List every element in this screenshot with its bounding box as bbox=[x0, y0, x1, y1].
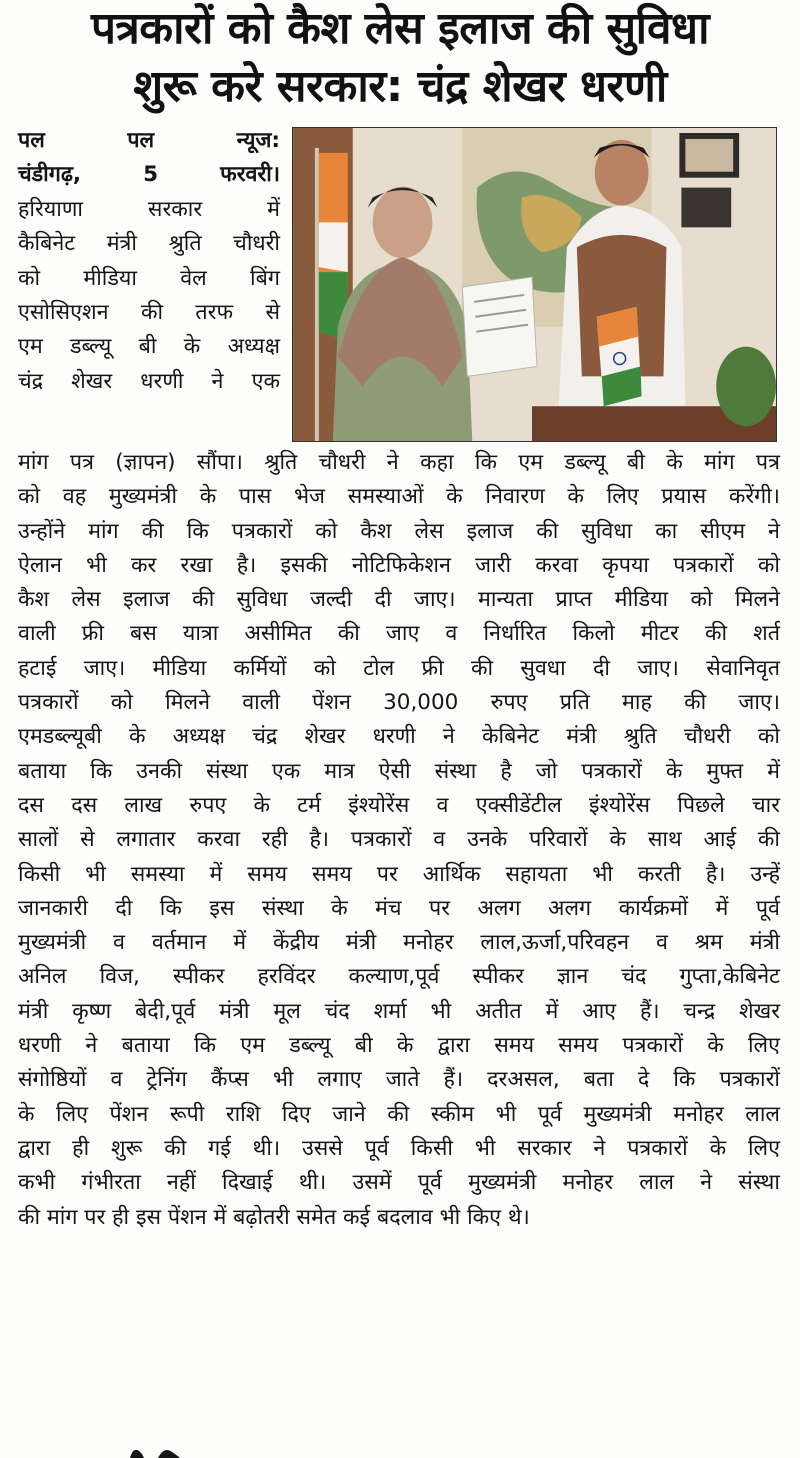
body-line: सालों से लगातार करवा रही है। पत्रकारों व उनके परिवारों के साथ आई की bbox=[18, 827, 780, 853]
intro-line: एसोसिएशन की तरफ से bbox=[18, 300, 280, 326]
byline-dateline: चंडीगढ़, 5 फरवरी। bbox=[18, 162, 280, 188]
body-line: मांग पत्र (ज्ञापन) सौंपा। श्रुति चौधरी ने कहा कि एम डब्ल्यू बी के मांग पत्र bbox=[18, 450, 780, 475]
body-line: मंत्री कृष्ण बेदी,पूर्व मंत्री मूल चंद शर्मा भी अतीत में आए हैं। चन्द्र शेखर bbox=[18, 998, 780, 1024]
headline-line-2: शुरू करे सरकार: चंद्र शेखर धरणी bbox=[133, 61, 667, 112]
body-line: संगोष्ठियों व ट्रेनिंग कैंप्स भी लगाए जाते हैं। दरअसल, बता दे कि पत्रकारों bbox=[18, 1067, 780, 1093]
body-line: हटाई जाए। मीडिया कर्मियों को टोल फ्री की सुवधा दी जाए। सेवानिवृत bbox=[18, 655, 780, 681]
body-line: बताया कि उनकी संस्था एक मात्र ऐसी संस्था है जो पत्रकारों के मुफ्त में bbox=[18, 758, 780, 784]
body-line: एमडब्ल्यूबी के अध्यक्ष चंद्र शेखर धरणी ने केबिनेट मंत्री श्रुति चौधरी को bbox=[18, 724, 780, 750]
body-line: पत्रकारों को मिलने वाली पेंशन 30,000 रुपए प्रति माह की जाए। bbox=[18, 690, 780, 716]
body-line: अनिल विज, स्पीकर हरविंदर कल्याण,पूर्व स्पीकर ज्ञान चंद गुप्ता,केबिनेट bbox=[18, 964, 780, 990]
body-line: जानकारी दी कि इस संस्था के मंच पर अलग अलग कार्यक्रमों में पूर्व bbox=[18, 895, 780, 921]
body-line: की मांग पर ही इस पेंशन में बढ़ोतरी समेत कई बदलाव भी किए थे। bbox=[18, 1204, 530, 1230]
body-line: कैश लेस इलाज की सुविधा जल्दी दी जाए। मान्यता प्राप्त मीडिया को मिलने bbox=[18, 587, 780, 613]
photo-meeting-icon bbox=[293, 128, 776, 441]
headline bbox=[0, 0, 800, 116]
byline-source: पल पल न्यूज: bbox=[18, 128, 280, 153]
intro-line: को मीडिया वेल बिंग bbox=[18, 265, 280, 291]
body-line: उन्होंने मांग की कि पत्रकारों को कैश लेस इलाज की सुविधा का सीएम ने bbox=[18, 518, 780, 544]
body-line: दस दस लाख रुपए के टर्म इंश्योरेंस व एक्सीडेंटील इंश्योरेंस पिछले चार bbox=[18, 792, 780, 818]
body-line: ऐलान भी कर रखा है। इसकी नोटिफिकेशन जारी करवा कृपया पत्रकारों को bbox=[18, 552, 780, 578]
body-line: किसी भी समस्या में समय समय पर आर्थिक सहायता भी करती है। उन्हें bbox=[18, 861, 780, 887]
article-body bbox=[18, 446, 780, 1235]
intro-line: कैबिनेट मंत्री श्रुति चौधरी bbox=[18, 231, 280, 257]
body-line: के लिए पेंशन रूपी राशि दिए जाने की स्कीम भी पूर्व मुख्यमंत्री मनोहर लाल bbox=[18, 1101, 780, 1127]
body-line: द्वारा ही शुरू की गई थी। उससे पूर्व किसी भी सरकार ने पत्रकारों के लिए bbox=[18, 1135, 780, 1161]
news-photo bbox=[292, 127, 777, 442]
body-line: धरणी ने बताया कि एम डब्ल्यू बी के द्वारा समय समय पत्रकारों के लिए bbox=[18, 1033, 780, 1059]
intro-line: हरियाणा सरकार में bbox=[18, 196, 280, 222]
body-line: कभी गंभीरता नहीं दिखाई थी। उसमें पूर्व मुख्यमंत्री मनोहर लाल ने संस्था bbox=[18, 1170, 780, 1196]
headline-line-1: पत्रकारों को कैश लेस इलाज की सुविधा bbox=[91, 3, 709, 54]
clipped-text-fragment bbox=[120, 1440, 210, 1458]
intro-line: चंद्र शेखर धरणी ने एक bbox=[18, 368, 280, 394]
intro-column bbox=[18, 124, 280, 399]
body-line: मुख्यमंत्री व वर्तमान में केंद्रीय मंत्री मनोहर लाल,ऊर्जा,परिवहन व श्रम मंत्री bbox=[18, 930, 780, 956]
intro-line: एम डब्ल्यू बी के अध्यक्ष bbox=[18, 334, 280, 360]
body-line: को वह मुख्यमंत्री के पास भेज समस्याओं के निवारण के लिए प्रयास करेंगी। bbox=[18, 484, 780, 510]
body-line: वाली फ्री बस यात्रा असीमित की जाए व निर्धारित किलो मीटर की शर्त bbox=[18, 621, 780, 647]
